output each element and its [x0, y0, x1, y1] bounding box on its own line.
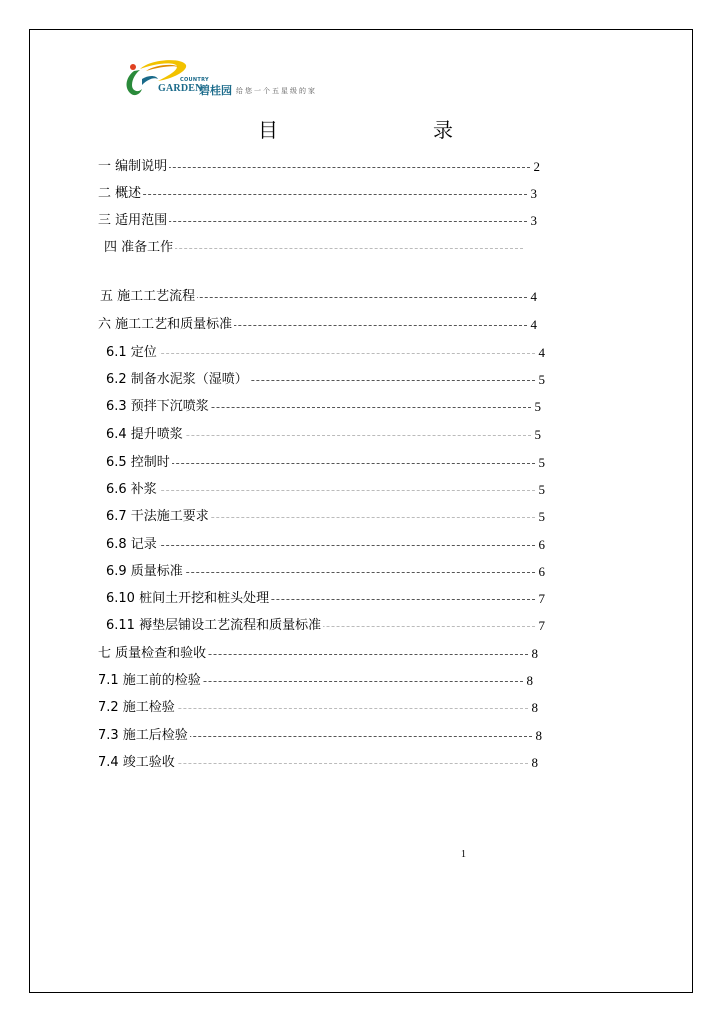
toc-leader-dots — [98, 194, 527, 195]
toc-entry — [106, 618, 545, 634]
toc-entry-page: 5 — [538, 455, 545, 470]
toc-entry-label: 二 概述 — [98, 186, 142, 201]
logo-garden-text: GARDEN — [158, 83, 203, 94]
toc-entry-label: 6.6 补浆 — [106, 482, 157, 497]
toc-entry-page: 8 — [535, 728, 542, 743]
toc-entry-label: 6.5 控制时 — [106, 455, 170, 470]
toc-entry-page: 7 — [538, 618, 545, 633]
toc-entry-page: 5 — [538, 372, 545, 387]
toc-entry-page: 4 — [530, 317, 537, 332]
toc-entry — [98, 755, 538, 771]
toc-entry-label: 六 施工工艺和质量标准 — [98, 317, 233, 332]
toc-entry-page: 3 — [530, 213, 537, 228]
toc-entry-page: 5 — [538, 509, 545, 524]
toc-entry — [106, 537, 545, 553]
toc-entry — [106, 427, 541, 443]
toc-entry-label: 6.7 干法施工要求 — [106, 509, 209, 524]
toc-entry — [106, 399, 541, 415]
toc-entry-label: 四 准备工作 — [104, 240, 174, 255]
toc-entry-label: 五 施工工艺流程 — [100, 289, 196, 304]
toc-entry-label: 7.1 施工前的检验 — [98, 673, 201, 688]
toc-entry-page: 7 — [538, 591, 545, 606]
toc-leader-dots — [106, 545, 535, 546]
logo-chinese-name: 碧桂园 — [199, 84, 232, 97]
toc-entry — [106, 372, 545, 388]
toc-entry — [98, 213, 537, 229]
toc-entry-label: 7.3 施工后检验 — [98, 728, 188, 743]
toc-leader-dots — [106, 490, 535, 491]
toc-entry — [106, 509, 545, 525]
toc-entry-page: 3 — [530, 186, 537, 201]
toc-entry-label: 7.2 施工检验 — [98, 700, 175, 715]
toc-entry-label: 7.4 竣工验收 — [98, 755, 175, 770]
toc-entry-page: 5 — [534, 427, 541, 442]
toc-entry-label: 6.1 定位 — [106, 345, 157, 360]
logo-country-text: COUNTRY — [180, 77, 209, 83]
toc-entry — [104, 240, 533, 256]
toc-title-part2: 录 — [433, 118, 453, 142]
toc-entry-label: 6.9 质量标准 — [106, 564, 183, 579]
toc-entry — [106, 455, 545, 471]
toc-leader-dots — [106, 353, 535, 354]
page-number: 1 — [461, 849, 466, 860]
toc-entry — [106, 482, 545, 498]
toc-entry-label: 6.8 记录 — [106, 537, 157, 552]
toc-entry — [98, 700, 538, 716]
toc-entry — [106, 591, 545, 607]
toc-entry-page: 6 — [538, 537, 545, 552]
toc-entry-page: 8 — [526, 673, 533, 688]
toc-entry-page: 4 — [530, 289, 537, 304]
toc-entry-label: 6.4 提升喷浆 — [106, 427, 183, 442]
toc-entry-label: 一 编制说明 — [98, 159, 168, 174]
toc-entry-page: 8 — [531, 755, 538, 770]
toc-entry-page: 6 — [538, 564, 545, 579]
toc-entry — [98, 728, 542, 744]
toc-entry — [106, 564, 545, 580]
toc-title-part1: 目 — [258, 118, 278, 142]
toc-entry-label: 6.11 褥垫层铺设工艺流程和质量标准 — [106, 618, 322, 633]
toc-entry-page: 5 — [534, 399, 541, 414]
toc-entry — [98, 673, 533, 689]
country-garden-logo — [120, 57, 360, 105]
logo-slogan: 给您一个五星级的家 — [236, 87, 317, 95]
toc-entry-label: 6.3 预拌下沉喷浆 — [106, 399, 209, 414]
toc-entry-page: 8 — [531, 646, 538, 661]
toc-entry-label: 6.10 桩间土开挖和桩头处理 — [106, 591, 270, 606]
toc-entry-label: 七 质量检查和验收 — [98, 646, 207, 661]
toc-entry — [98, 317, 537, 333]
toc-entry-label: 三 适用范围 — [98, 213, 168, 228]
toc-entry — [98, 159, 540, 175]
toc-entry — [98, 186, 537, 202]
toc-entry — [106, 345, 545, 361]
toc-entry-page: 5 — [538, 482, 545, 497]
toc-entry-page: 8 — [531, 700, 538, 715]
toc-entry-label: 6.2 制备水泥浆（湿喷） — [106, 372, 248, 387]
toc-entry-page: 2 — [533, 159, 540, 174]
toc-entry-page: 4 — [538, 345, 545, 360]
toc-entry — [100, 289, 537, 305]
toc-entry — [98, 646, 538, 662]
